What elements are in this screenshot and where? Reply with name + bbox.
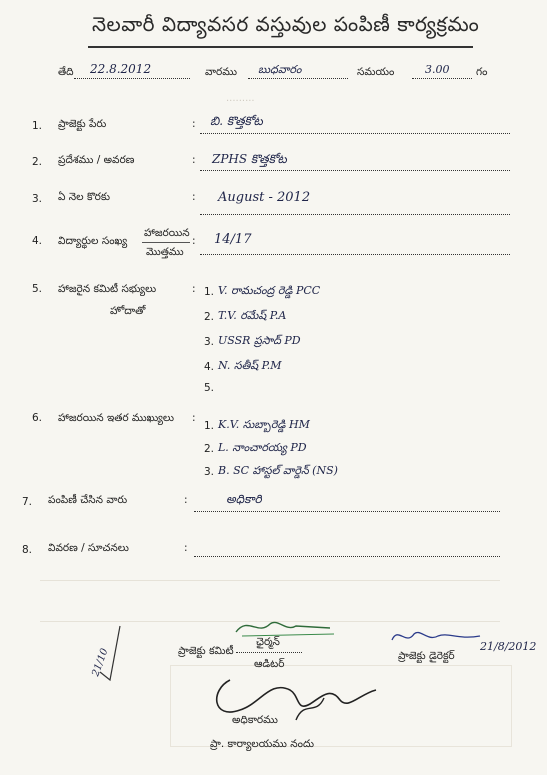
signature-dotline [236, 652, 302, 653]
director-signature [388, 624, 488, 652]
venue-value: ZPHS కొత్తకోట [212, 152, 287, 166]
auditor-label: ఆడిటర్ [254, 658, 285, 670]
date-value: 22.8.2012 [90, 62, 152, 76]
list-number: 1. [204, 286, 215, 298]
dotline [200, 170, 510, 171]
fraction-bar [142, 242, 190, 243]
field-number: 3. [32, 193, 43, 205]
committee-member: V. రామచంద్ర రెడ్డి PCC [218, 284, 321, 297]
distributed-by-value: అధికారి [226, 492, 262, 506]
time-unit: గం [476, 66, 488, 78]
distributed-by-label: పంపిణీ చేసిన వారు [48, 494, 128, 506]
margin-note: 21/10 [90, 647, 111, 678]
month-value: August - 2012 [218, 190, 311, 205]
project-name-label: ప్రాజెక్టు పేరు [58, 118, 107, 130]
other-attendees-label: హాజరయిన ఇతర ముఖ్యులు [58, 412, 175, 424]
dotline [194, 511, 500, 512]
committee-member: USSR ప్రసాద్ PD [218, 334, 301, 347]
list-number: 3. [204, 336, 215, 348]
colon: : [192, 283, 196, 295]
colon: : [192, 412, 196, 424]
colon: : [192, 154, 196, 166]
time-label: సమయం [357, 66, 395, 78]
present-label: హాజరయిన [144, 227, 190, 239]
designation-label: హోదాతో [110, 305, 146, 317]
remarks-label: వివరణ / సూచనలు [48, 542, 129, 554]
venue-label: ప్రదేశము / అవరణ [58, 154, 135, 166]
colon: : [192, 235, 196, 247]
field-number: 7. [22, 496, 33, 508]
chairman-signature [230, 612, 340, 642]
dotline [194, 556, 500, 557]
field-number: 4. [32, 235, 43, 247]
field-number: 8. [22, 544, 33, 556]
other-attendee: B. SC హాస్టల్ వార్డెన్ (NS) [218, 464, 338, 477]
day-value: బుధవారం [258, 63, 302, 76]
field-number: 1. [32, 120, 43, 132]
page-title: నెలవారీ విద్యావసర వస్తువుల పంపిణీ కార్యక్రమం [92, 12, 480, 36]
field-number: 6. [32, 412, 43, 424]
committee-member: N. సతీష్ P.M [218, 359, 282, 372]
colon: : [184, 494, 188, 506]
other-attendee: L. నాంచారయ్య PD [218, 441, 307, 454]
colon: : [184, 542, 188, 554]
day-label: వారము [205, 66, 237, 78]
students-label: విద్యార్థుల సంఖ్య [58, 235, 128, 247]
director-date: 21/8/2012 [480, 640, 537, 653]
project-name-value: బి. కొత్తకోట [210, 114, 263, 128]
list-number: 5. [204, 382, 215, 394]
office-label: ప్రా. కార్యాలయము నందు [210, 738, 315, 750]
other-attendee: K.V. సుబ్బారెడ్డి HM [218, 418, 310, 431]
director-label: ప్రాజెక్టు డైరెక్టర్ [398, 650, 455, 662]
committee-member: T.V. రమేష్ P.A [218, 309, 287, 322]
title-underline [88, 46, 473, 48]
list-number: 2. [204, 311, 215, 323]
committee-label: ప్రాజెక్టు కమిటీ [178, 645, 234, 657]
date-label: తేది [58, 66, 74, 78]
field-number: 2. [32, 156, 43, 168]
dotline [200, 254, 510, 255]
committee-members-label: హాజరైన కమిటీ సభ్యులు [58, 283, 157, 295]
total-label: మొత్తము [146, 246, 184, 258]
ghost-print: ········· [226, 96, 255, 107]
list-number: 4. [204, 361, 215, 373]
time-dotline [412, 78, 472, 79]
list-number: 2. [204, 443, 215, 455]
dotline [200, 133, 510, 134]
dotline [200, 214, 510, 215]
officer-signature [200, 660, 380, 730]
colon: : [192, 191, 196, 203]
chairman-label: ఛైర్మన్ [256, 636, 280, 648]
students-value: 14/17 [214, 232, 252, 247]
officer-label: అధికారము [232, 714, 278, 726]
time-value: 3.00 [425, 63, 450, 76]
list-number: 1. [204, 420, 215, 432]
date-dotline [74, 78, 190, 79]
field-number: 5. [32, 283, 43, 295]
day-dotline [248, 78, 348, 79]
colon: : [192, 118, 196, 130]
month-label: ఏ నెల కొరకు [58, 191, 110, 203]
list-number: 3. [204, 466, 215, 478]
